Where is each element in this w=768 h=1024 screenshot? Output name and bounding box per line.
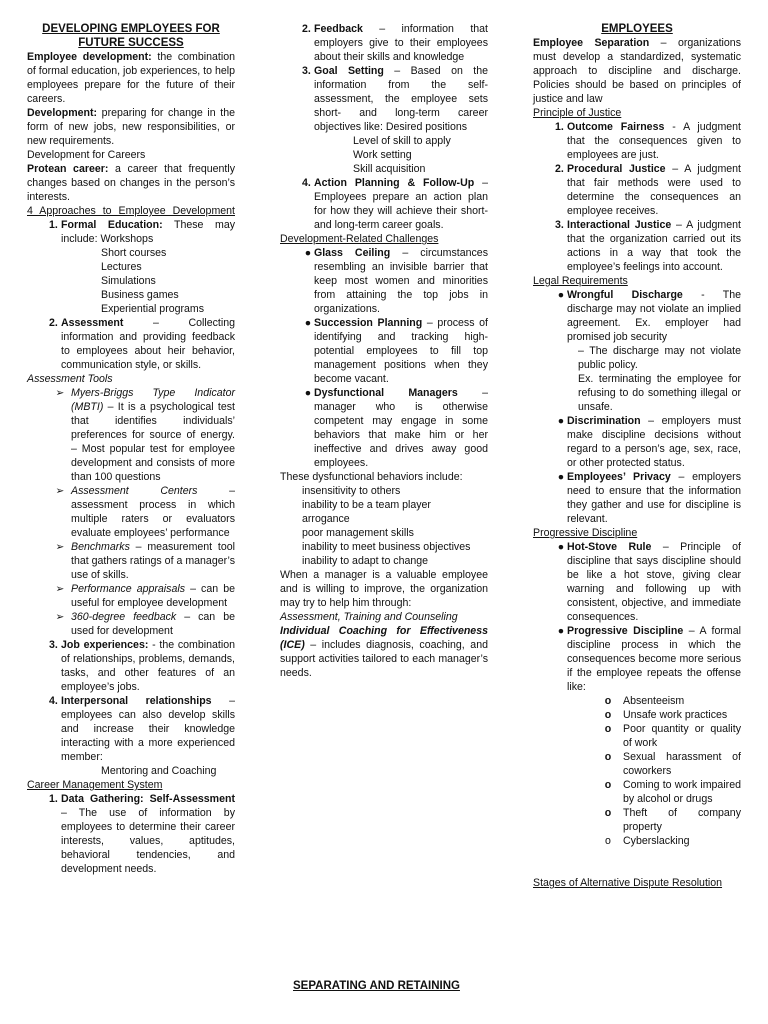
wrongful-sub-1: – The discharge may not violate public policy. bbox=[578, 345, 741, 371]
definition: – Employees prepare an action plan for how they will achieve their short- and long-term career goals. bbox=[314, 177, 488, 231]
definition: – employers must make discipline decisions without regard to a person’s age, sex, race, or other protected status. bbox=[567, 415, 741, 469]
list-item: insensitivity to others bbox=[302, 485, 401, 497]
column-1 bbox=[27, 22, 235, 876]
item-body bbox=[567, 414, 741, 470]
item-text: Sexual harassment of coworkers bbox=[623, 751, 741, 777]
definition: – can be useful for employee development bbox=[71, 583, 235, 609]
employee-development-def bbox=[27, 50, 235, 106]
item-number: 3. bbox=[302, 65, 311, 77]
term: Development: bbox=[27, 107, 98, 119]
goal-setting-list bbox=[353, 134, 488, 176]
item-body bbox=[567, 470, 741, 526]
definition: – employees can also develop skills and increase their knowledge interacting with a more experienced member: bbox=[61, 695, 235, 763]
item-body bbox=[61, 638, 235, 694]
term: Protean career: bbox=[27, 163, 109, 175]
item-body bbox=[314, 386, 488, 470]
term: Wrongful Discharge bbox=[567, 289, 683, 301]
term: Interpersonal relationships bbox=[61, 695, 212, 707]
term: Benchmarks bbox=[71, 541, 130, 553]
item-text: Unsafe work practices bbox=[623, 709, 728, 721]
term: 360-degree feedback bbox=[71, 611, 177, 623]
item-text: Poor quantity or quality of work bbox=[623, 723, 741, 749]
definition: – Collecting information and providing feedback to employees about heir behavior, communication style, or skills. bbox=[61, 317, 235, 371]
definition: – circumstances resembling an invisible barrier that keep most women and minorities from attaining the top jobs in organizations. bbox=[314, 247, 488, 315]
item-number: 2. bbox=[49, 317, 58, 329]
item-number: 1. bbox=[555, 121, 564, 133]
item-body bbox=[314, 176, 488, 232]
list-item: Work setting bbox=[353, 149, 412, 161]
bullet-icon: ● bbox=[557, 289, 565, 301]
justice-heading: Principle of Justice bbox=[533, 107, 622, 119]
title-line-2: FUTURE SUCCESS bbox=[78, 37, 184, 49]
definition: – organizations must develop a standardized, systematic approach to discipline and discharge. Policies should be based on principles of justice and law bbox=[533, 37, 741, 105]
offense-item bbox=[593, 834, 741, 848]
employee-separation-def bbox=[533, 36, 741, 106]
item-body bbox=[314, 316, 488, 386]
list-item: Business games bbox=[101, 289, 179, 301]
circle-bullet-icon: o bbox=[604, 709, 612, 721]
formal-education-item bbox=[49, 218, 235, 246]
assessment-item bbox=[49, 316, 235, 372]
item-number: 4. bbox=[302, 177, 311, 189]
term: Hot-Stove Rule bbox=[567, 541, 652, 553]
wrongful-discharge-item bbox=[555, 288, 741, 344]
feedback-item bbox=[302, 22, 488, 64]
ice-def bbox=[280, 624, 488, 680]
term: Action Planning & Follow-Up bbox=[314, 177, 475, 189]
item-body bbox=[61, 792, 235, 876]
assessment-tools-heading: Assessment Tools bbox=[27, 373, 113, 385]
offense-item bbox=[593, 806, 741, 834]
hot-stove-item bbox=[555, 540, 741, 624]
list-item: Level of skill to apply bbox=[353, 135, 451, 147]
arrow-bullet-icon: ➢ bbox=[55, 611, 65, 623]
definition: – assessment process in which multiple raters or evaluators evaluate employees’ performance bbox=[71, 485, 235, 539]
circle-bullet-icon: o bbox=[604, 751, 612, 763]
term: Performance appraisals bbox=[71, 583, 186, 595]
bullet-icon: ● bbox=[304, 247, 312, 259]
mentoring-coaching: Mentoring and Coaching bbox=[101, 765, 217, 777]
interpersonal-item bbox=[49, 694, 235, 764]
term: Interactional Justice bbox=[567, 219, 672, 231]
circle-bullet-icon: o bbox=[604, 695, 612, 707]
item-body bbox=[71, 610, 235, 638]
item-number: 3. bbox=[555, 219, 564, 231]
list-item: poor management skills bbox=[302, 527, 414, 539]
valuable-manager-text: When a manager is a valuable employee and is willing to improve, the organization may try to help him through: bbox=[280, 569, 488, 609]
challenge-item bbox=[302, 246, 488, 316]
item-body bbox=[71, 484, 235, 540]
separating-retaining-heading: SEPARATING AND RETAINING bbox=[293, 980, 460, 992]
item-body bbox=[71, 540, 235, 582]
title-line-1: DEVELOPING EMPLOYEES FOR bbox=[42, 23, 220, 35]
section-title: EMPLOYEES bbox=[601, 23, 673, 35]
item-body bbox=[314, 64, 488, 134]
tool-item bbox=[49, 540, 235, 582]
privacy-item bbox=[555, 470, 741, 526]
definition: – process of identifying and tracking high-potential employees to fill top management positions when they become vacant. bbox=[314, 317, 488, 385]
item-body bbox=[71, 386, 235, 484]
protean-career-def bbox=[27, 162, 235, 204]
formal-education-list bbox=[101, 246, 235, 316]
list-item: inability to adapt to change bbox=[302, 555, 429, 567]
justice-item bbox=[555, 120, 741, 162]
bullet-icon: ● bbox=[304, 387, 312, 399]
definition: – measurement tool that gathers ratings of a manager’s use of skills. bbox=[71, 541, 235, 581]
definition: – A judgment that fair methods were used to determine the consequences an employee receives. bbox=[567, 163, 741, 217]
definition: preparing for change in the form of new jobs, new responsibilities, or new requirements. bbox=[27, 107, 235, 147]
approaches-heading bbox=[27, 204, 235, 218]
term: Succession Planning bbox=[314, 317, 423, 329]
item-body bbox=[61, 218, 235, 246]
job-experiences-item bbox=[49, 638, 235, 694]
dysfunctional-list bbox=[302, 484, 488, 568]
goal-setting-item bbox=[302, 64, 488, 134]
arrow-bullet-icon: ➢ bbox=[55, 541, 65, 553]
circle-bullet-icon: o bbox=[604, 807, 612, 819]
term: Dysfunctional Managers bbox=[314, 387, 458, 399]
bullet-icon: ● bbox=[557, 415, 565, 427]
progressive-heading: Progressive Discipline bbox=[533, 527, 638, 539]
offense-list bbox=[593, 694, 741, 848]
data-gathering-item bbox=[49, 792, 235, 876]
item-number: 1. bbox=[49, 793, 58, 805]
definition: These may include: Workshops bbox=[61, 219, 236, 245]
bullet-icon: ● bbox=[557, 625, 565, 637]
offense-item bbox=[593, 694, 741, 708]
definition: – Principle of discipline that says discipline should be like a hot stove, giving clear warning and following up with consistent, objective, and immediate consequences. bbox=[567, 541, 741, 623]
circle-bullet-icon: o bbox=[604, 723, 612, 735]
challenge-item bbox=[302, 316, 488, 386]
definition: – employers need to ensure that the information they gather and use for discipline is relevant. bbox=[567, 471, 741, 525]
offense-item bbox=[593, 778, 741, 806]
term: Outcome Fairness bbox=[567, 121, 665, 133]
term: Goal Setting bbox=[314, 65, 384, 77]
tool-item bbox=[49, 582, 235, 610]
arrow-bullet-icon: ➢ bbox=[55, 485, 65, 497]
list-item: Experiential programs bbox=[101, 303, 205, 315]
term: Formal Education: bbox=[61, 219, 163, 231]
term: Job experiences: bbox=[61, 639, 149, 651]
bullet-icon: ● bbox=[557, 471, 565, 483]
term: Employees’ Privacy bbox=[567, 471, 671, 483]
dysfunctional-intro: These dysfunctional behaviors include: bbox=[280, 471, 463, 483]
definition: the combination of formal education, job experiences, to help employees prepare for the future of their careers. bbox=[27, 51, 235, 105]
definition: – A formal discipline process in which the consequences become more serious if the employee repeats the offense like: bbox=[567, 625, 741, 693]
item-body bbox=[61, 694, 235, 764]
term: Employee Separation bbox=[533, 37, 650, 49]
tool-item bbox=[49, 610, 235, 638]
definition: – includes diagnosis, coaching, and support activities tailored to each manager’s needs. bbox=[280, 639, 488, 679]
item-number: 2. bbox=[302, 23, 311, 35]
item-text: Absenteeism bbox=[623, 695, 685, 707]
list-item: Lectures bbox=[101, 261, 142, 273]
term: Procedural Justice bbox=[567, 163, 666, 175]
item-text: Coming to work impaired by alcohol or drugs bbox=[623, 779, 741, 805]
definition: - The discharge may not violate an implied agreement. Ex. employer had promised job security bbox=[567, 289, 741, 343]
item-text: Cyberslacking bbox=[623, 835, 690, 847]
justice-item bbox=[555, 218, 741, 274]
justice-item bbox=[555, 162, 741, 218]
item-number: 3. bbox=[49, 639, 58, 651]
development-def bbox=[27, 106, 235, 148]
progressive-discipline-item bbox=[555, 624, 741, 694]
assessment-training-counseling: Assessment, Training and Counseling bbox=[280, 611, 458, 623]
challenge-item bbox=[302, 386, 488, 470]
offense-item bbox=[593, 708, 741, 722]
term: Progressive Discipline bbox=[567, 625, 684, 637]
definition: – A judgment that the organization carried out its actions in a way that took the employee’s feelings into account. bbox=[567, 219, 741, 273]
term: Assessment bbox=[61, 317, 124, 329]
offense-item bbox=[593, 750, 741, 778]
term: Glass Ceiling bbox=[314, 247, 391, 259]
item-text: Theft of company property bbox=[623, 807, 741, 833]
definition: – The use of information by employees to determine their career interests, values, aptitudes, behavioral tendencies, and development needs. bbox=[61, 807, 235, 875]
item-body bbox=[567, 162, 741, 218]
definition: – manager who is otherwise competent may engage in some behaviors that make him or her ineffective and drives away good employees. bbox=[314, 387, 488, 469]
item-number: 1. bbox=[49, 219, 58, 231]
item-number: 4. bbox=[49, 695, 58, 707]
item-body bbox=[567, 288, 741, 344]
definition: a career that frequently changes based on changes in the person’s interests. bbox=[27, 163, 235, 203]
list-item: Simulations bbox=[101, 275, 156, 287]
item-body bbox=[314, 246, 488, 316]
challenges-heading: Development-Related Challenges bbox=[280, 233, 439, 245]
bullet-icon: ● bbox=[304, 317, 312, 329]
item-body bbox=[567, 540, 741, 624]
item-body bbox=[314, 22, 488, 64]
list-item: inability to be a team player bbox=[302, 499, 431, 511]
term: Individual Coaching for Effectiveness (ICE) bbox=[280, 625, 488, 651]
action-planning-item bbox=[302, 176, 488, 232]
circle-bullet-icon: o bbox=[605, 835, 611, 847]
term: Assessment Centers bbox=[71, 485, 198, 497]
dev-for-careers: Development for Careers bbox=[27, 149, 146, 161]
offense-item bbox=[593, 722, 741, 750]
arrow-bullet-icon: ➢ bbox=[55, 583, 65, 595]
stages-adr-heading: Stages of Alternative Dispute Resolution bbox=[533, 877, 723, 889]
column-2 bbox=[280, 22, 488, 680]
list-item: Skill acquisition bbox=[353, 163, 426, 175]
definition: - A judgment that the consequences given to employees are just. bbox=[567, 121, 741, 161]
circle-bullet-icon: o bbox=[604, 779, 612, 791]
term: Myers-Briggs Type Indicator (MBTI) bbox=[71, 387, 235, 413]
list-item: inability to meet business objectives bbox=[302, 541, 471, 553]
term: Employee development: bbox=[27, 51, 152, 63]
definition: – Based on the information from the self-assessment, the employee sets short- and long-term career objectives like: Desired positions bbox=[314, 65, 489, 133]
tool-item bbox=[49, 484, 235, 540]
tool-item bbox=[49, 386, 235, 484]
item-number: 2. bbox=[555, 163, 564, 175]
heading-text: 4 Approaches to Employee Development bbox=[27, 205, 235, 217]
item-body bbox=[71, 582, 235, 610]
definition: – can be used for development bbox=[71, 611, 235, 637]
list-item: arrogance bbox=[302, 513, 350, 525]
item-body bbox=[567, 120, 741, 162]
discrimination-item bbox=[555, 414, 741, 470]
definition: – information that employers give to their employees about their skills and knowledge bbox=[314, 23, 488, 63]
career-management-heading: Career Management System bbox=[27, 779, 163, 791]
definition: – It is a psychological test that identifies individuals’ preferences for source of energy. – Most popular test for employee development and consists of more than 100 questions bbox=[71, 401, 235, 483]
definition: - the combination of relationships, problems, demands, tasks, and other features of an employee’s jobs. bbox=[61, 639, 235, 693]
term: Data Gathering: Self-Assessment bbox=[61, 793, 235, 805]
column-3 bbox=[533, 22, 741, 890]
item-body bbox=[61, 316, 235, 372]
item-body bbox=[567, 218, 741, 274]
term: Discrimination bbox=[567, 415, 641, 427]
list-item: Short courses bbox=[101, 247, 167, 259]
section-title bbox=[27, 22, 235, 50]
term: Feedback bbox=[314, 23, 363, 35]
wrongful-sub-2: Ex. terminating the employee for refusing to do something illegal or unsafe. bbox=[578, 373, 741, 413]
legal-heading: Legal Requirements bbox=[533, 275, 628, 287]
arrow-bullet-icon: ➢ bbox=[55, 387, 65, 399]
item-body bbox=[567, 624, 741, 694]
bullet-icon: ● bbox=[557, 541, 565, 553]
